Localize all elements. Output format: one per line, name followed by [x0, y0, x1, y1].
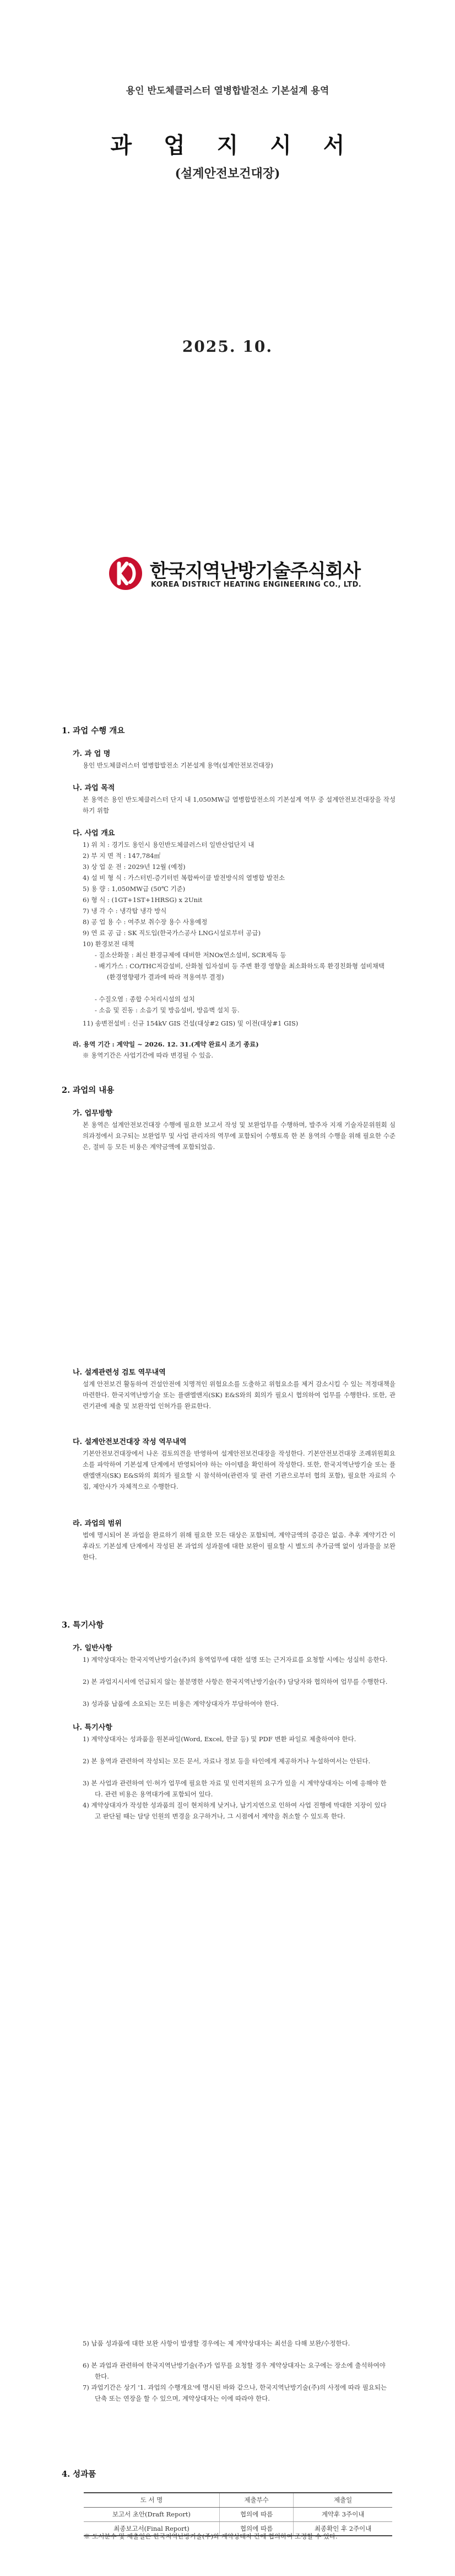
general-item: 3) 성과품 납품에 소요되는 모든 비용은 계약상대자가 부담하여야 한다. [83, 1700, 279, 1708]
s2-ga-text: 본 용역은 설계안전보건대장 수행에 필요한 보고서 작성 및 보완업무를 수행하며, 발주자 지재 기술자문위원회 심의과정에서 요구되는 보완업무 및 사업 관리자의 역무에 포함되어 수행토록 한 본 용역의 수행을 위해 필요한 수준은, 절비 등 모든 비용은 계약금액에 포함되었음. [83, 1121, 396, 1151]
document-title: 과 업 지 시 서 [110, 132, 357, 158]
special-item: 6) 본 과업과 관련하여 한국지역난방기술(주)가 업무를 요청할 경우 계약상대자는 요구에는 장소에 출석하여야 한다. [83, 2362, 386, 2380]
general-item: 2) 본 과업지시서에 언급되지 않는 불분명한 사항은 한국지역난방기술(주) 담당자와 협의하여 업무를 수행한다. [83, 1678, 388, 1686]
env-item: - 질소산화물 : 최신 환경규제에 대비한 저NOx연소설비, SCR제독 등 [95, 951, 286, 959]
project-item: 3) 상 업 운 전 : 2029년 12월 (예정) [83, 863, 186, 871]
document-subtitle: (설계안전보건대장) [175, 167, 280, 181]
table-cell: 최종확인 후 2주이내 [294, 2521, 392, 2536]
deliverables-note: ※ 도서분수 및 제출일은 한국지역난방기술(주)와 계약상대자 간에 협의하여 조정할 수 있다. [84, 2532, 338, 2540]
special-item: 1) 계약상대자는 성과품을 원본파일(Word, Excel, 한글 등) 및 PDF 변환 파일로 제출하여야 한다. [83, 1735, 356, 1743]
deliverables-table [84, 2492, 392, 2536]
special-item: 2) 본 용역과 관련하여 작성되는 모든 문서, 자료나 정보 등을 타인에게 제공하거나 누설하여서는 안된다. [83, 1757, 371, 1765]
company-name-en: KOREA DISTRICT HEATING ENGINEERING CO., LTD. [151, 581, 362, 589]
s1-na-title: 나. 과업 목적 [73, 784, 115, 792]
section-1-title: 1. 과업 수행 개요 [62, 726, 125, 736]
service-period: 라. 용역 기간 : 계약일 ~ 2026. 12. 31.(계약 완료시 조기 종료) [73, 1040, 259, 1048]
table-header-row [84, 2493, 392, 2507]
env-item: - 소음 및 진동 : 소음기 및 방음설비, 방음벽 설치 등. [95, 1006, 240, 1014]
cover-subtitle: 용인 반도체클러스터 열병합발전소 기본설계 용역 [126, 85, 329, 96]
project-item: 8) 공 업 용 수 : 여주보 취수장 용수 사용예정 [83, 918, 208, 926]
s3-na-title: 나. 특기사항 [73, 1724, 112, 1732]
special-item: 5) 납품 성과품에 대한 보완 사항이 발생할 경우에는 제 계약상대자는 최선을 다해 보완/수정한다. [83, 2339, 350, 2347]
column-header: 도 서 명 [84, 2493, 219, 2507]
s1-ga-title: 가. 과 업 명 [73, 750, 111, 758]
table-cell: 보고서 초안(Draft Report) [84, 2507, 219, 2521]
env-item: - 배기가스 : CO/THC저감설비, 산화철 입자설비 등 주변 환경 영향을 최소화하도록 환경친화형 설비채택 (환경영향평가 결과에 따라 적용여부 결정) [95, 962, 385, 981]
company-logo-icon [108, 556, 143, 591]
special-item: 4) 계약상대자가 작성한 성과품의 질이 현저하게 낮거나, 납기지연으로 인하여 사업 진행에 막대한 지장이 있다고 판단될 때는 담당 인원의 변경을 요구하거나, 그 시점에서 계약을 취소할 수 있도록 한다. [83, 1801, 387, 1820]
s2-na-title: 나. 설계관련성 검토 역무내역 [73, 1368, 166, 1377]
env-item: - 수질오염 : 종합 수처리시설의 설치 [95, 995, 195, 1003]
company-name-ko: 한국지역난방기술주식회사 [150, 560, 361, 582]
document-date: 2025. 10. [182, 337, 273, 356]
project-item: 9) 연 료 공 급 : SK 직도입(한국가스공사 LNG시설로부터 공급) [83, 929, 261, 937]
section-4-title: 4. 성과품 [62, 2470, 96, 2479]
table-cell: 협의에 따름 [219, 2521, 293, 2536]
column-header: 제출부수 [219, 2493, 293, 2507]
company-logo [108, 556, 361, 591]
s2-da-title: 다. 설계안전보건대장 작성 역무내역 [73, 1438, 187, 1446]
project-item: 5) 용 량 : 1,050MW급 (50℃ 기준) [83, 885, 186, 893]
s1-da-title: 다. 사업 개요 [73, 829, 115, 838]
s3-ga-title: 가. 일반사항 [73, 1644, 112, 1652]
table-cell: 최종보고서(Final Report) [84, 2521, 219, 2536]
table-row [84, 2507, 392, 2521]
s2-ga-title: 가. 업무방향 [73, 1109, 112, 1118]
project-item: 10) 환경보전 대책 [83, 940, 134, 948]
special-item: 3) 본 사업과 관련하여 인·허가 업무에 필요한 자료 및 인력지원의 요구가 있을 시 계약상대자는 이에 응해야 한다. 관련 비용은 용역대가에 포함되어 있다. [83, 1779, 387, 1798]
service-period-note: ※ 용역기간은 사업기간에 따라 변경될 수 있음. [83, 1051, 214, 1059]
project-item: 11) 송변전설비 : 신규 154kV GIS 건설(대상#2 GIS) 및 이전(대상#1 GIS) [83, 1019, 299, 1027]
s1-na-text: 본 용역은 용인 반도체클러스터 단지 내 1,050MW급 열병합발전소의 기본설계 역무 중 설계안전보건대장을 작성하기 위함 [83, 796, 396, 814]
column-header: 제출일 [294, 2493, 392, 2507]
s2-da-text: 기본안전보건대장에서 나온 검토의견을 반영하여 설계안전보건대장을 작성한다. 기본안전보건대장 조례위원회요소를 파악하여 기본설계 단계에서 반영되어야 하는 아이템을 확인하여 작성한다. 또한, 한국지역난방기술 또는 플랜엘앤지(SK) E&S와의 회의가 필요할 시 참석하여(관련자 및 관련 기관으로부터 협의 포함), 필요한 자료의 수집, 제안사가 자체적으로 수행한다. [83, 1450, 396, 1490]
table-cell: 협의에 따름 [219, 2507, 293, 2521]
s2-ra-text: 법에 명시되어 본 과업을 완료하기 위해 필요한 모든 대상은 포함되며, 계약금액의 증감은 없음. 추후 계약기간 이후라도 기본설계 단계에서 작성된 본 과업의 성과물에 대한 보완이 필요할 시 별도의 추가금액 없이 성과물을 보완한다. [83, 1531, 396, 1561]
s1-ga-text: 용인 반도체클러스터 열병합발전소 기본설계 용역(설계안전보건대장) [83, 761, 273, 769]
section-2-title: 2. 과업의 내용 [62, 1086, 115, 1095]
s2-ra-title: 라. 과업의 범위 [73, 1520, 122, 1528]
project-item: 7) 냉 각 수 : 냉각탑 냉각 방식 [83, 907, 167, 915]
section-3-title: 3. 특기사항 [62, 1620, 104, 1630]
project-item: 4) 설 비 형 식 : 가스터빈-증기터빈 복합싸이클 발전방식의 열병합 발전소 [83, 874, 285, 882]
project-item: 6) 형 식 : (1GT+1ST+1HRSG) x 2Unit [83, 896, 203, 904]
project-item: 2) 부 지 면 적 : 147,784㎡ [83, 852, 161, 860]
table-cell: 계약후 3주이내 [294, 2507, 392, 2521]
s2-na-text: 설계 안전보건 활동하여 건설안전에 치명적인 위험요소를 도출하고 위험요소를 제거 감소시킬 수 있는 적정대책을 마련한다. 한국지역난방기술 또는 플랜엘앤지(SK) E&S와의 회의가 필요시 협의하여 업무를 수행한다. 또한, 관련기관에 제출 및 보완작업 인허가를 완료한다. [83, 1380, 396, 1410]
special-item: 7) 과업기간은 상기 '1. 과업의 수행개요'에 명시된 바와 같으나, 한국지역난방기술(주)의 사정에 따라 필요되는 단축 또는 연장을 할 수 있으며, 계약상대자는 이에 따라야 한다. [83, 2384, 387, 2402]
general-item: 1) 계약상대자는 한국지역난방기술(주)의 용역업무에 대한 설명 또는 근거자료를 요청할 시에는 성실히 응한다. [83, 1656, 388, 1663]
project-item: 1) 위 치 : 경기도 용인시 용인반도체클러스터 일반산업단지 내 [83, 841, 254, 849]
